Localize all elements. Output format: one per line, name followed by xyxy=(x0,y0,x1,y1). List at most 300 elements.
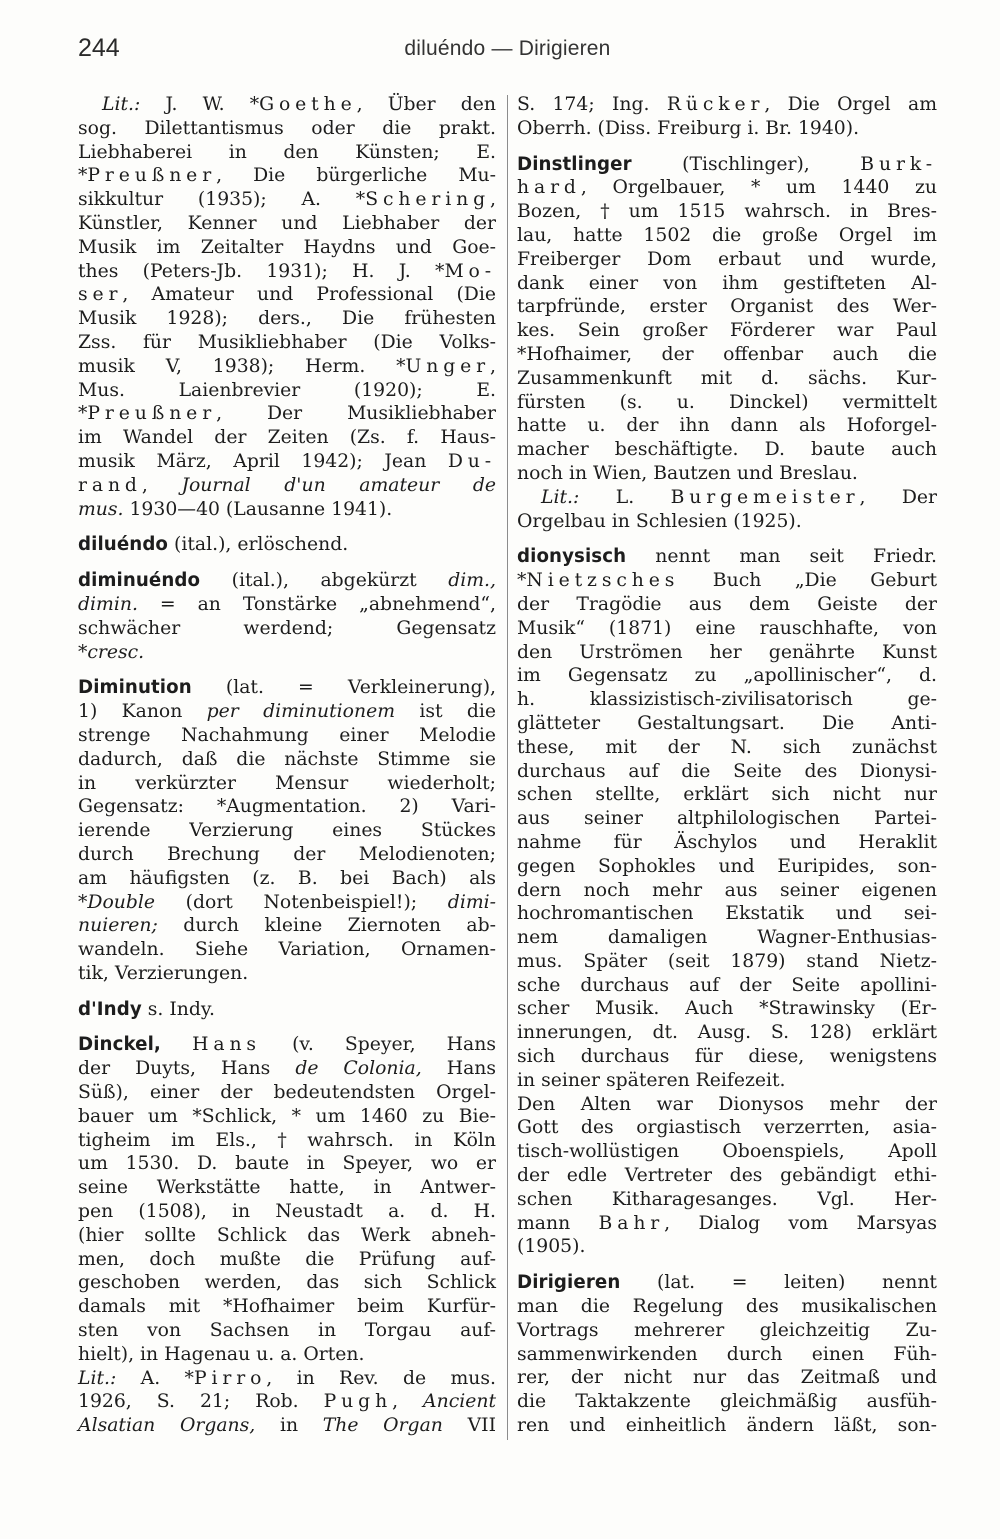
paragraph xyxy=(78,93,496,521)
text-run: , xyxy=(490,355,496,377)
text-run: gegen Sophokles und Euripides, son- xyxy=(517,855,937,877)
text-line xyxy=(517,641,937,665)
text-run: , Über den xyxy=(356,94,496,115)
text-line xyxy=(78,819,496,843)
text-line xyxy=(78,533,496,557)
line-text xyxy=(517,545,937,569)
text-line xyxy=(517,1069,937,1093)
text-line xyxy=(517,1319,937,1343)
dictionary-entry xyxy=(78,93,496,521)
running-title: diluéndo — Dirigieren xyxy=(404,37,611,60)
spaced-name: Unger xyxy=(405,355,491,377)
text-run: macher beschäftigte. D. baute auch xyxy=(517,439,937,461)
text-run: Buch „Die Geburt xyxy=(679,570,937,592)
line-text xyxy=(517,1319,937,1343)
text-run: ierende Verzierung eines Stückes xyxy=(78,820,496,842)
text-line xyxy=(78,498,496,522)
page-number: 244 xyxy=(78,34,120,62)
text-run: , xyxy=(490,189,496,211)
line-text xyxy=(517,438,937,462)
text-line xyxy=(78,1390,496,1414)
text-line xyxy=(517,617,937,641)
text-run: hielt), in Hagenau u. a. Orten. xyxy=(78,1343,365,1365)
text-run: J. W. * xyxy=(140,94,260,115)
text-run: im Gegensatz zu „apollinischer“, d. xyxy=(517,665,937,687)
line-text xyxy=(517,367,937,391)
line-text xyxy=(517,153,937,177)
text-run: dern noch mehr aus seiner eigenen xyxy=(517,879,937,901)
line-text xyxy=(78,307,496,331)
spaced-name: Burk- xyxy=(860,153,937,175)
text-line xyxy=(78,914,496,938)
text-run: durchaus auf die Seite des Dionysi- xyxy=(517,760,937,782)
text-run: scher Musik. Auch *Strawinsky (Er- xyxy=(517,998,937,1020)
text-run: pen (1508), in Neustadt a. d. H. xyxy=(78,1201,496,1223)
text-line xyxy=(78,867,496,891)
text-run: Süß), einer der bedeutendsten Orgel- xyxy=(78,1082,496,1104)
text-run: Den Alten war Dionysos mehr der xyxy=(517,1093,937,1115)
line-text xyxy=(78,1105,496,1129)
headword: diminuéndo xyxy=(78,570,201,592)
text-line xyxy=(78,1367,496,1391)
line-text xyxy=(78,1081,496,1105)
line-text xyxy=(517,1164,937,1188)
spaced-name: Goethe xyxy=(259,94,357,115)
dictionary-entry xyxy=(78,533,496,557)
text-run: , Der Musikliebhaber xyxy=(216,403,496,425)
text-line xyxy=(78,641,496,665)
text-run: Liebhaberei in den Künsten; E. xyxy=(78,141,496,163)
spaced-name: Hans xyxy=(192,1034,261,1056)
text-run: (Tischlinger), xyxy=(631,153,861,175)
line-text xyxy=(517,1366,937,1390)
text-run: Gott des orgiastisch verzerrten, asia- xyxy=(517,1117,937,1139)
line-text xyxy=(517,176,937,200)
line-text xyxy=(517,736,937,760)
headword: dionysisch xyxy=(517,546,627,568)
line-text xyxy=(78,641,144,665)
text-run: Bozen, † um 1515 wahrsch. in Bres- xyxy=(517,201,937,223)
paragraph xyxy=(78,1033,496,1366)
italic-text: Ancient xyxy=(423,1391,496,1413)
line-text xyxy=(78,212,496,236)
text-line xyxy=(517,997,937,1021)
spaced-name: Nietzsches xyxy=(526,570,680,592)
text-line xyxy=(78,188,496,212)
line-text xyxy=(78,236,496,260)
text-run: *Hofhaimer, der offenbar auch die xyxy=(517,343,937,365)
line-text xyxy=(78,1248,496,1272)
italic-text: de Colonia, xyxy=(295,1058,422,1080)
line-text xyxy=(78,700,496,724)
text-line xyxy=(78,117,496,141)
text-run: seine Werkstätte hatte, in Antwer- xyxy=(78,1177,496,1199)
dictionary-entry xyxy=(517,153,937,534)
italic-text: dimin. xyxy=(78,593,138,615)
text-line xyxy=(78,700,496,724)
line-text xyxy=(78,724,496,748)
text-line xyxy=(517,1045,937,1069)
text-run: ren und einheitlich ändern läßt, son- xyxy=(517,1415,937,1437)
text-run: 1926, S. 21; Rob. xyxy=(78,1391,324,1413)
text-run: h. klassizistisch-zivilisatorisch ge- xyxy=(517,689,937,711)
text-line xyxy=(517,760,937,784)
text-run: , Der xyxy=(859,486,937,508)
line-text xyxy=(517,664,937,688)
text-line xyxy=(517,950,937,974)
dictionary-entry xyxy=(517,545,937,1259)
line-text xyxy=(78,1224,496,1248)
line-text xyxy=(78,843,496,867)
text-line xyxy=(78,772,496,796)
line-text xyxy=(517,462,858,486)
text-line xyxy=(78,1057,496,1081)
line-text xyxy=(517,1021,937,1045)
text-line xyxy=(517,486,937,510)
text-run xyxy=(161,1034,192,1055)
text-run: hatte u. der ihn dann als Hoforgel- xyxy=(517,415,937,437)
text-line xyxy=(517,93,937,117)
text-run: * xyxy=(78,403,88,425)
line-text xyxy=(102,93,496,117)
line-text xyxy=(78,1414,496,1438)
text-run: thes (Peters-Jb. 1931); H. J. * xyxy=(78,260,445,282)
text-run: sich durchaus für diese, wenigstens xyxy=(517,1046,937,1068)
line-text xyxy=(78,1390,496,1414)
text-line xyxy=(78,212,496,236)
italic-text: dimi- xyxy=(447,891,496,913)
line-text xyxy=(517,1343,937,1367)
italic-text: *Double xyxy=(78,891,155,913)
paragraph xyxy=(78,1367,496,1438)
paragraph xyxy=(517,153,937,486)
text-line xyxy=(517,391,937,415)
headword: Dinckel, xyxy=(78,1034,161,1056)
text-run: , xyxy=(141,474,182,496)
line-text xyxy=(517,688,937,712)
text-run: fürsten (s. u. Dinckel) vermittelt xyxy=(517,391,937,413)
text-line xyxy=(517,1235,937,1259)
spaced-name: Pirro xyxy=(193,1367,267,1389)
text-line xyxy=(517,1164,937,1188)
line-text xyxy=(78,819,496,843)
text-line xyxy=(517,545,937,569)
line-text xyxy=(78,355,496,379)
text-run: sche durchaus auf der Seite apollini- xyxy=(517,974,937,996)
text-run: musik März, April 1942); Jean xyxy=(78,450,448,472)
text-run: (1905). xyxy=(517,1236,586,1258)
text-run: sammenwirkenden durch einen Füh- xyxy=(517,1343,937,1365)
text-line xyxy=(78,1129,496,1153)
text-run: schen Kitharagesanges. Vgl. Her- xyxy=(517,1188,937,1210)
text-line xyxy=(517,1116,937,1140)
text-run: mus. Später (seit 1879) stand Nietz- xyxy=(517,950,937,972)
text-line xyxy=(517,902,937,926)
line-text xyxy=(517,617,937,641)
line-text xyxy=(78,1367,496,1391)
italic-text: nuieren; xyxy=(78,915,158,937)
dictionary-entry xyxy=(517,93,937,141)
line-text xyxy=(517,414,937,438)
text-run: S. 174; Ing. xyxy=(517,94,667,115)
headword: Dinstlinger xyxy=(517,153,632,175)
text-run: (v. Speyer, Hans xyxy=(260,1034,496,1056)
line-text xyxy=(517,200,937,224)
line-text xyxy=(78,1271,496,1295)
text-run: der Tragödie aus dem Geiste der xyxy=(517,593,937,615)
spaced-name: rand xyxy=(78,474,142,496)
text-line xyxy=(78,1295,496,1319)
text-run: * xyxy=(78,165,88,187)
text-run: Oberrh. (Diss. Freiburg i. Br. 1940). xyxy=(517,117,860,139)
text-run: Musik im Zeitalter Haydns und Goe- xyxy=(78,236,496,258)
paragraph xyxy=(517,93,937,141)
text-run: , Die bürgerliche Mu- xyxy=(216,165,496,187)
line-text xyxy=(541,486,937,510)
line-text xyxy=(517,855,937,879)
text-run: hochromantischen Ekstatik und sei- xyxy=(517,903,937,925)
line-text xyxy=(517,1212,937,1236)
paragraph xyxy=(78,676,496,985)
text-run: , in Rev. de mus. xyxy=(266,1367,496,1389)
text-run: der Duyts, Hans xyxy=(78,1058,296,1080)
paragraph xyxy=(517,1093,937,1260)
line-text xyxy=(517,831,937,855)
line-text xyxy=(78,772,496,796)
text-line xyxy=(517,272,937,296)
italic-text: *cresc. xyxy=(78,641,145,663)
line-text xyxy=(78,1319,496,1343)
line-text xyxy=(78,1343,364,1367)
text-run: glätteter Gestaltungsart. Die Anti- xyxy=(517,712,937,734)
text-run: nennt man seit Friedr. xyxy=(626,546,937,568)
text-run: ist die xyxy=(395,701,496,723)
line-text xyxy=(78,402,496,426)
spaced-name: Preußner xyxy=(87,403,217,425)
text-run: noch in Wien, Bautzen und Breslau. xyxy=(517,462,858,484)
paragraph xyxy=(517,545,937,1092)
text-run: Freiberger Dom erbaut und wurde, xyxy=(517,248,937,270)
paragraph xyxy=(78,998,496,1022)
line-text xyxy=(78,914,496,938)
text-line xyxy=(517,926,937,950)
line-text xyxy=(517,272,937,296)
text-line xyxy=(78,141,496,165)
line-text xyxy=(78,891,496,915)
text-line xyxy=(517,117,937,141)
text-run: , Die Orgel am xyxy=(764,94,937,115)
line-text xyxy=(517,902,937,926)
line-text xyxy=(78,569,496,593)
italic-text: per diminutionem xyxy=(206,701,396,723)
line-text xyxy=(517,1390,937,1414)
text-line xyxy=(517,855,937,879)
text-line xyxy=(517,1140,937,1164)
text-run: dadurch, daß die nächste Stimme sie xyxy=(78,748,496,770)
text-run: Künstler, Kenner und Liebhaber der xyxy=(78,212,496,234)
italic-text: Lit.: xyxy=(78,1367,117,1389)
italic-text: The Organ xyxy=(322,1415,443,1437)
text-run: Mus. Laienbrevier (1920); E. xyxy=(78,379,496,401)
text-line xyxy=(78,998,496,1022)
line-text xyxy=(78,1129,496,1153)
italic-text: mus. xyxy=(78,498,124,520)
text-line xyxy=(517,664,937,688)
text-line xyxy=(517,1021,937,1045)
text-line xyxy=(78,1224,496,1248)
text-run: in xyxy=(255,1415,323,1437)
italic-text: Lit.: xyxy=(102,94,141,115)
line-text xyxy=(517,783,937,807)
line-text xyxy=(517,510,802,534)
text-line xyxy=(517,343,937,367)
text-run: (dort Notenbeispiel!); xyxy=(155,891,448,913)
text-run: damals mit *Hofhaimer beim Kurfür- xyxy=(78,1296,496,1318)
text-line xyxy=(517,414,937,438)
text-run: (lat. = Verkleinerung), xyxy=(191,677,496,699)
text-line xyxy=(517,783,937,807)
text-run: Zusammenkunft mit d. sächs. Kur- xyxy=(517,367,937,389)
line-text xyxy=(517,1271,937,1295)
text-run: bauer um *Schlick, * um 1460 zu Bie- xyxy=(78,1105,496,1127)
line-text xyxy=(78,1176,496,1200)
italic-text: Journal d'un amateur de xyxy=(181,474,496,496)
text-line xyxy=(517,1366,937,1390)
italic-text: Lit.: xyxy=(541,486,580,508)
text-line xyxy=(517,438,937,462)
text-line xyxy=(78,795,496,819)
line-text xyxy=(517,1140,937,1164)
line-text xyxy=(78,426,496,450)
spaced-name: ser xyxy=(78,284,123,306)
text-run: strenge Nachahmung einer Melodie xyxy=(78,724,496,746)
italic-text: Alsatian Organs, xyxy=(78,1415,256,1437)
text-line xyxy=(78,402,496,426)
text-run: lau, hatte 1502 die große Orgel im xyxy=(517,224,937,246)
text-line xyxy=(517,367,937,391)
text-run: , xyxy=(392,1391,424,1413)
spaced-name: Mo- xyxy=(444,260,496,282)
text-line xyxy=(517,879,937,903)
text-run: 1930—40 (Lausanne 1941). xyxy=(123,498,393,520)
line-text xyxy=(517,593,937,617)
line-text xyxy=(517,1414,937,1438)
text-line xyxy=(78,379,496,403)
text-run: man die Regelung des musikalischen xyxy=(517,1296,937,1318)
text-run: , Orgelbauer, * um 1440 zu xyxy=(580,177,937,199)
line-text xyxy=(78,795,496,819)
text-run: nahme für Äschylos und Heraklit xyxy=(517,831,937,853)
text-run: kes. Sein großer Förderer war Paul xyxy=(517,320,937,342)
text-line xyxy=(78,426,496,450)
text-run: im Wandel der Zeiten (Zs. f. Haus- xyxy=(78,427,496,449)
line-text xyxy=(517,950,937,974)
text-line xyxy=(78,355,496,379)
text-run: these, mit der N. sich zunächst xyxy=(517,736,937,758)
line-text xyxy=(78,117,496,141)
text-run: Orgelbau in Schlesien (1925). xyxy=(517,510,802,532)
text-run: (ital.), abgekürzt xyxy=(200,570,449,592)
text-line xyxy=(78,891,496,915)
headword: Dirigieren xyxy=(517,1272,621,1294)
right-column xyxy=(517,93,937,1438)
line-text xyxy=(517,93,937,117)
text-line xyxy=(78,724,496,748)
text-run: sog. Dilettantismus oder die prakt. xyxy=(78,117,496,139)
text-line xyxy=(78,236,496,260)
text-run: (ital.), erlöschend. xyxy=(168,534,349,556)
text-line xyxy=(78,260,496,284)
paragraph xyxy=(517,486,937,534)
text-line xyxy=(517,319,937,343)
text-line xyxy=(78,1319,496,1343)
spaced-name: hard xyxy=(517,177,581,199)
spaced-name: Preußner xyxy=(87,165,217,187)
text-line xyxy=(78,1248,496,1272)
text-line xyxy=(517,176,937,200)
text-line xyxy=(78,331,496,355)
text-line xyxy=(517,224,937,248)
line-text xyxy=(78,962,248,986)
text-line xyxy=(78,164,496,188)
text-run: men, doch mußte die Prüfung auf- xyxy=(78,1248,496,1270)
spaced-name: Bahr xyxy=(598,1212,665,1234)
line-text xyxy=(78,379,496,403)
spaced-name: Burgemeister xyxy=(670,486,860,508)
line-text xyxy=(517,1093,937,1117)
text-line xyxy=(78,307,496,331)
text-line xyxy=(517,1271,937,1295)
text-line xyxy=(517,1212,937,1236)
text-run: Gegensatz: *Augmentation. 2) Vari- xyxy=(78,796,496,818)
text-line xyxy=(517,569,937,593)
text-run: = an Tonstärke „abnehmend“, xyxy=(137,593,496,615)
line-text xyxy=(78,998,215,1022)
line-text xyxy=(78,676,496,700)
text-run: Zss. für Musikliebhaber (Die Volks- xyxy=(78,331,496,353)
line-text xyxy=(517,974,937,998)
line-text xyxy=(78,1295,496,1319)
text-run: in verkürzter Mensur wiederholt; xyxy=(78,772,496,794)
line-text xyxy=(517,319,937,343)
text-run: rer, der nicht nur das Zeitmaß und xyxy=(517,1367,937,1389)
line-text xyxy=(517,1045,937,1069)
text-line xyxy=(517,510,937,534)
text-run: Musik“ (1871) eine rauschhafte, von xyxy=(517,617,937,639)
text-run: sten von Sachsen in Torgau auf- xyxy=(78,1320,496,1342)
line-text xyxy=(78,748,496,772)
text-line xyxy=(78,1105,496,1129)
text-run: in seiner späteren Reifezeit. xyxy=(517,1069,786,1091)
text-line xyxy=(78,450,496,474)
text-line xyxy=(78,1081,496,1105)
line-text xyxy=(517,295,937,319)
text-run: , Dialog vom Marsyas xyxy=(664,1212,937,1234)
line-text xyxy=(78,867,496,891)
text-run: die Taktakzente gleichmäßig ausfüh- xyxy=(517,1391,937,1413)
line-text xyxy=(78,188,496,212)
line-text xyxy=(78,533,348,557)
line-text xyxy=(517,760,937,784)
text-line xyxy=(517,974,937,998)
text-line xyxy=(78,1343,496,1367)
text-run: den Urströmen her genährte Kunst xyxy=(517,641,937,663)
text-run: Musik 1928); ders., Die frühesten xyxy=(78,308,496,330)
text-run: tigheim im Els., † wahrsch. in Köln xyxy=(78,1129,496,1151)
text-run: durch kleine Ziernoten ab- xyxy=(157,915,496,937)
text-run: 1) Kanon xyxy=(78,701,207,723)
text-run: VII xyxy=(442,1415,496,1437)
